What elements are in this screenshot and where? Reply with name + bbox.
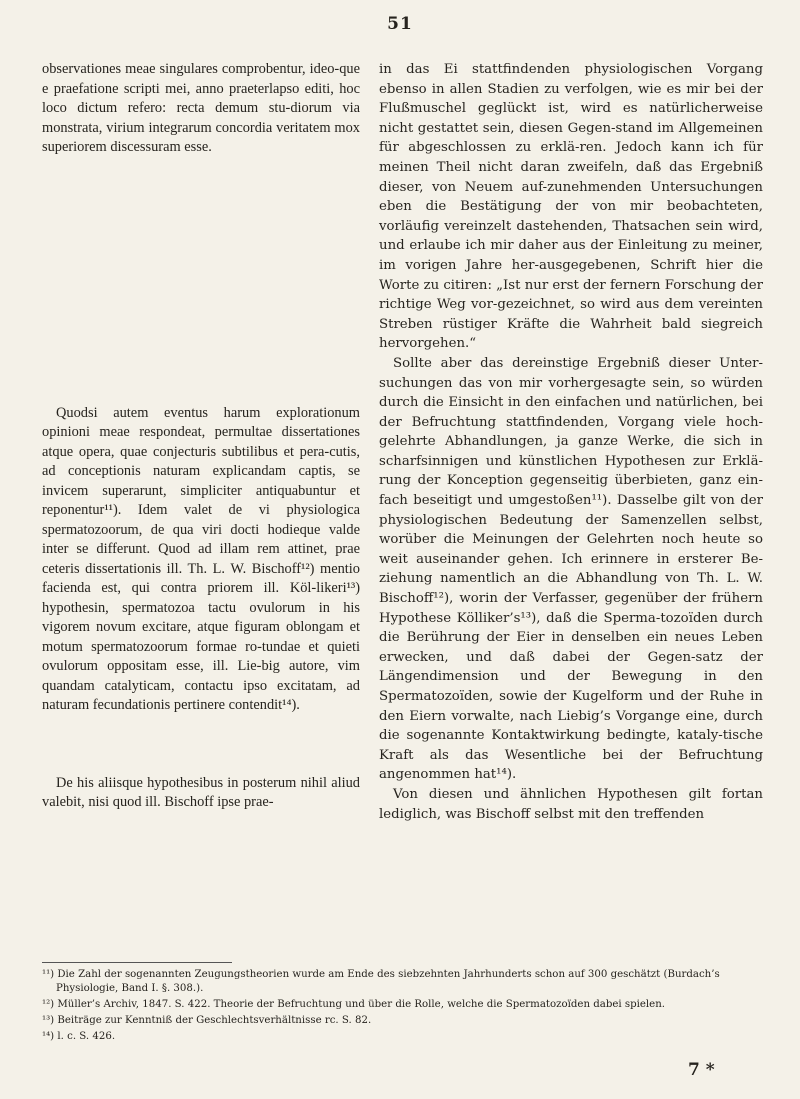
latin-column — [42, 60, 360, 813]
footnote-14: ¹⁴) l. c. S. 426. — [42, 1031, 116, 1042]
german-paragraph-1: in das Ei stattfindenden physiologischen Vorgang ebenso in allen Stadien zu verfolgen, wie es mir bei der Flußmuschel geglückt ist, wird es natürlicherweise nicht gestattet sein, diesen Gegen-stand im Allgemeinen für abgeschlossen zu erklä-ren. Jedoch kann ich für meinen Theil nicht daran zweifeln, daß das Ergebniß dieser, von Neuem auf-zunehmenden Untersuchungen eben die Bestätigung der von mir beobachteten, vorläufig vereinzelt dastehenden, Thatsachen sein wird, und erlaube ich mir daher aus der Einleitung zu meiner, im vorigen Jahre her-ausgegebenen, Schrift hier die Worte zu citiren: „Ist nur erst der fernern Forschung der richtige Weg vor-gezeichnet, so wird aus dem vereinten Streben rüstiger Kräfte die Wahrheit bald siegreich hervorgehen.“ — [379, 62, 764, 352]
footnote-divider — [42, 962, 232, 963]
footnote-12: ¹²) Müller’s Archiv, 1847. S. 422. Theorie der Befruchtung und über die Rolle, welche die Spermatozoïden dabei spielen. — [42, 999, 666, 1010]
page-number: 51 — [387, 14, 413, 34]
footnote-13: ¹³) Beiträge zur Kenntniß der Geschlechtsverhältnisse rc. S. 82. — [42, 1015, 372, 1026]
latin-paragraph-2: Quodsi autem eventus harum explorationum opinioni meae respondeat, permultae dissertationes atque opera, quae conjecturis subtilibus et pera-cutis, ad conceptionis naturam explicandam captis, se invicem superarunt, simpliciter antiquabuntur et reponentur¹¹). Idem valet de vi physiologica spermatozoorum, de qua viri docti hodieque valde inter se differunt. Quod ad illam rem attinet, prae ceteris dissertationis ill. Th. L. W. Bischoff¹²) mentio facienda est, qui contra priorem ill. Köl-likeri¹³) hypothesin, spermatozoa tactu ovulorum in his vigorem novum excitare, atque figuram oblongam et motum spermatozoorum formae ro-tundae et quieti ovulorum oppositam esse, ill. Lie-big autore, vim quandam catalyticam, contactu ipso excitatam, ad naturam fecundationis pertinere contendit¹⁴). — [42, 404, 360, 713]
latin-paragraph-1: observationes meae singulares comprobentur, ideo-que e praefatione scripti mei, anno praeterlapso editi, hoc loco dictum refero: recta demum stu-diorum via monstrata, virium integrarum concordia veritatem mox superiorem discessuram esse. — [42, 61, 360, 155]
footnote-11: ¹¹) Die Zahl der sogenannten Zeugungstheorien wurde am Ende des siebzehnten Jahrhunderts schon auf 300 geschätzt (Burdach’s Physiologie, Band I. §. 308.). — [42, 969, 720, 994]
german-paragraph-2: Sollte aber das dereinstige Ergebniß dieser Unter-suchungen das von mir vorhergesagte sein, so würden durch die Einsicht in den einfachen und natürlichen, bei der Befruchtung stattfindenden, Vorgang viele hoch-gelehrte Abhandlungen, ja ganze Werke, die sich in scharfsinnigen und künstlichen Hypothesen zur Erklä-rung der Konception gegenseitig überbieten, ganz ein-fach beseitigt und umgestoßen¹¹). Dasselbe gilt von der physiologischen Bedeutung der Samenzellen selbst, worüber die Meinungen der Gelehrten noch heute so weit auseinander gehen. Ich erinnere in ersterer Be-ziehung namentlich an die Abhandlung von Th. L. W. Bischoff¹²), worin der Verfasser, gegenüber der frühern Hypothese Kölliker’s¹³), daß die Sperma-tozoïden durch die Berührung der Eier in denselben ein neues Leben erwecken, und daß dabei der Gegen-satz der Längendimension und der Bewegung in den Spermatozoïden, sowie der Kugelform und der Ruhe in den Eiern vorwalte, nach Liebig’s Vorgange eine, durch die sogenannte Kontaktwirkung bedingte, kataly-tische Kraft als das Wesentliche bei der Befruchtung angenommen hat¹⁴). — [379, 355, 763, 783]
signature-mark: 7 * — [688, 1060, 715, 1080]
german-column — [379, 60, 763, 824]
german-paragraph-3: Von diesen und ähnlichen Hypothesen gilt fortan lediglich, was Bischoff selbst mit den treffenden — [379, 786, 763, 822]
footnotes — [42, 968, 763, 1046]
latin-paragraph-3: De his aliisque hypothesibus in posterum nihil aliud valebit, nisi quod ill. Bischoff ipse prae- — [42, 774, 360, 810]
